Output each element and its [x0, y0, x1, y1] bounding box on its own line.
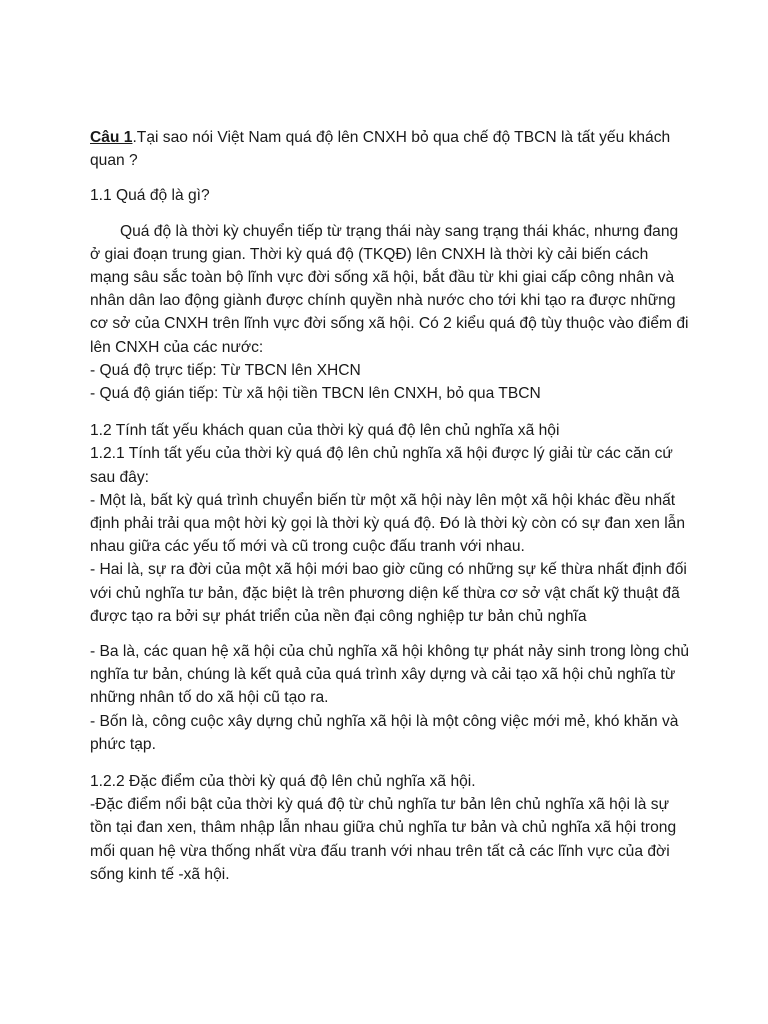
section-1-2-2-heading: 1.2.2 Đặc điểm của thời kỳ quá độ lên chủ nghĩa xã hội.: [90, 773, 476, 791]
section-1-2-1-item-1: - Một là, bất kỳ quá trình chuyển biến từ một xã hội này lên một xã hội khác đều nhất định phải trải qua một hời kỳ gọi là thời kỳ quá độ. Đó là thời kỳ còn có sự đan xen lẫn nhau giữa các yếu tố mới và cũ trong cuộc đấu tranh với nhau.: [90, 491, 686, 556]
section-1-2-1-item-2: - Hai là, sự ra đời của một xã hội mới bao giờ cũng có những sự kế thừa nhất định đối với chủ nghĩa tư bản, đặc biệt là trên phương diện kế thừa cơ sở vật chất kỹ thuật đã được tạo ra bởi sự phát triển của nền đại công nghiệp tư bản chủ nghĩa: [90, 561, 687, 625]
question-title: [90, 126, 690, 172]
section-1-2-1-heading: 1.2.1 Tính tất yếu của thời kỳ quá độ lên chủ nghĩa xã hội được lý giải từ các căn cứ sau đây:: [90, 445, 673, 486]
section-1-1-bullet-direct: - Quá độ trực tiếp: Từ TBCN lên XHCN: [90, 361, 361, 379]
section-1-1-bullet-indirect: - Quá độ gián tiếp: Từ xã hội tiền TBCN lên CNXH, bỏ qua TBCN: [90, 385, 541, 403]
section-1-1-heading: 1.1 Quá độ là gì?: [90, 187, 210, 205]
question-label: Câu 1: [90, 129, 133, 146]
section-1-2-heading: 1.2 Tính tất yếu khách quan của thời kỳ quá độ lên chủ nghĩa xã hội: [90, 422, 560, 440]
section-1-1-paragraph: Quá độ là thời kỳ chuyển tiếp từ trạng thái này sang trạng thái khác, nhưng đang ở giai đoạn trung gian. Thời kỳ quá độ (TKQĐ) lên CNXH là thời kỳ cải biến cách mạng sâu sắc toàn bộ lĩnh vực đời sống xã hội, bắt đầu từ khi giai cấp công nhân và nhân dân lao động giành được chính quyền nhà nước cho tới khi tạo ra được những cơ sở của CNXH trên lĩnh vực đời sống xã hội. Có 2 kiểu quá độ tùy thuộc vào điểm đi lên CNXH của các nước:: [90, 222, 689, 356]
document-page: [90, 126, 690, 886]
section-1-2-2-paragraph: -Đặc điểm nổi bật của thời kỳ quá độ từ chủ nghĩa tư bản lên chủ nghĩa xã hội là sự tồn tại đan xen, thâm nhập lẫn nhau giữa chủ nghĩa tư bản và chủ nghĩa xã hội trong mối quan hệ vừa thống nhất vừa đấu tranh với nhau trên tất cả các lĩnh vực của đời sống kinh tế -xã hội.: [90, 796, 677, 883]
section-1-2-1-item-3: - Ba là, các quan hệ xã hội của chủ nghĩa xã hội không tự phát nảy sinh trong lòng chủ nghĩa tư bản, chúng là kết quả của quá trình xây dựng và cải tạo xã hội chủ nghĩa từ những nhân tố do xã hội cũ tạo ra.: [90, 643, 690, 707]
section-1-2-1-item-4: - Bốn là, công cuộc xây dựng chủ nghĩa xã hội là một công việc mới mẻ, khó khăn và phức tạp.: [90, 712, 679, 753]
question-text: .Tại sao nói Việt Nam quá độ lên CNXH bỏ qua chế độ TBCN là tất yếu khách quan ?: [90, 129, 671, 170]
